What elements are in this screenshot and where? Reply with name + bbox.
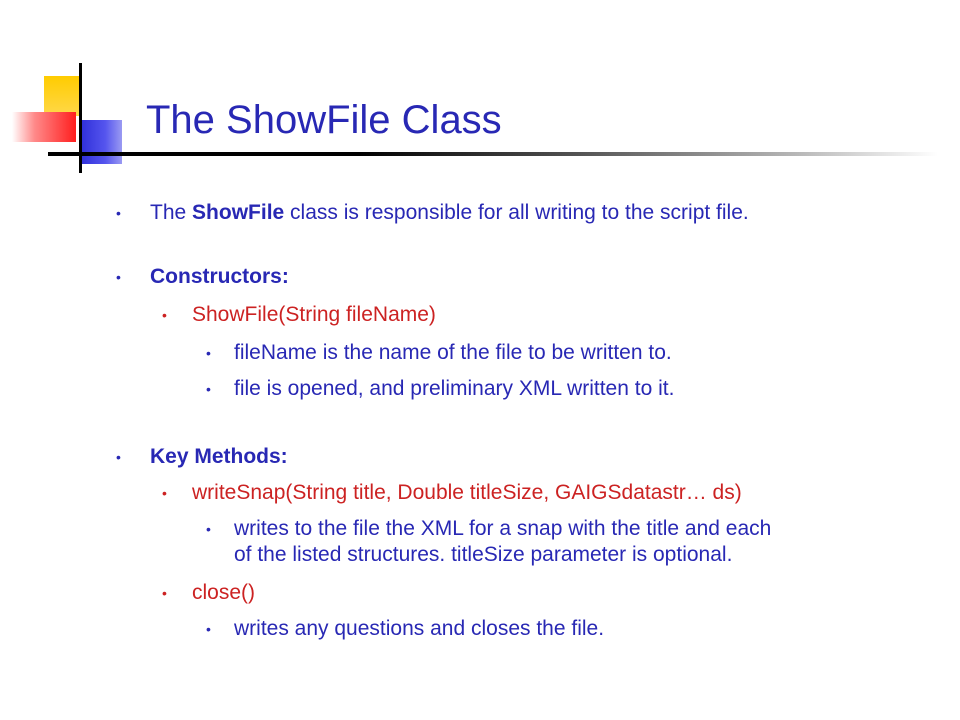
writesnap-detail-line2: of the listed structures. titleSize parameter is optional. <box>234 543 733 566</box>
logo-blue-square <box>80 120 122 164</box>
constructor-signature: ShowFile(String fileName) <box>192 303 436 326</box>
intro-suffix: class is responsible for all writing to the script file. <box>284 201 749 224</box>
logo-vertical-line <box>79 63 82 173</box>
methods-heading: Key Methods: <box>150 445 288 468</box>
constructor-detail: fileName is the name of the file to be written to. <box>234 341 672 364</box>
writesnap-signature: writeSnap(String title, Double titleSize, GAIGSdatastr… ds) <box>192 481 742 504</box>
bullet-dot: • <box>116 269 121 285</box>
slide-title: The ShowFile Class <box>146 98 502 142</box>
writesnap-detail-line1: writes to the file the XML for a snap with the title and each <box>234 517 772 540</box>
intro-emphasis: ShowFile <box>192 201 285 224</box>
intro-text <box>150 200 749 226</box>
bullet-dot: • <box>162 485 167 501</box>
constructors-heading: Constructors: <box>150 265 289 288</box>
bullet-dot: • <box>206 381 211 397</box>
logo-yellow-square <box>44 76 80 116</box>
intro-prefix: The <box>150 201 193 224</box>
constructor-detail: file is opened, and preliminary XML written to it. <box>234 377 675 400</box>
close-signature: close() <box>192 581 256 604</box>
bullet-dot: • <box>116 205 121 221</box>
bullet-dot: • <box>162 307 167 323</box>
bullet-dot: • <box>116 449 121 465</box>
title-underline <box>48 152 938 156</box>
bullet-dot: • <box>206 345 211 361</box>
bullet-dot: • <box>206 621 211 637</box>
bullet-dot: • <box>162 585 167 601</box>
bullet-dot: • <box>206 521 211 537</box>
close-detail: writes any questions and closes the file. <box>234 617 605 640</box>
logo-red-bar <box>12 112 76 142</box>
